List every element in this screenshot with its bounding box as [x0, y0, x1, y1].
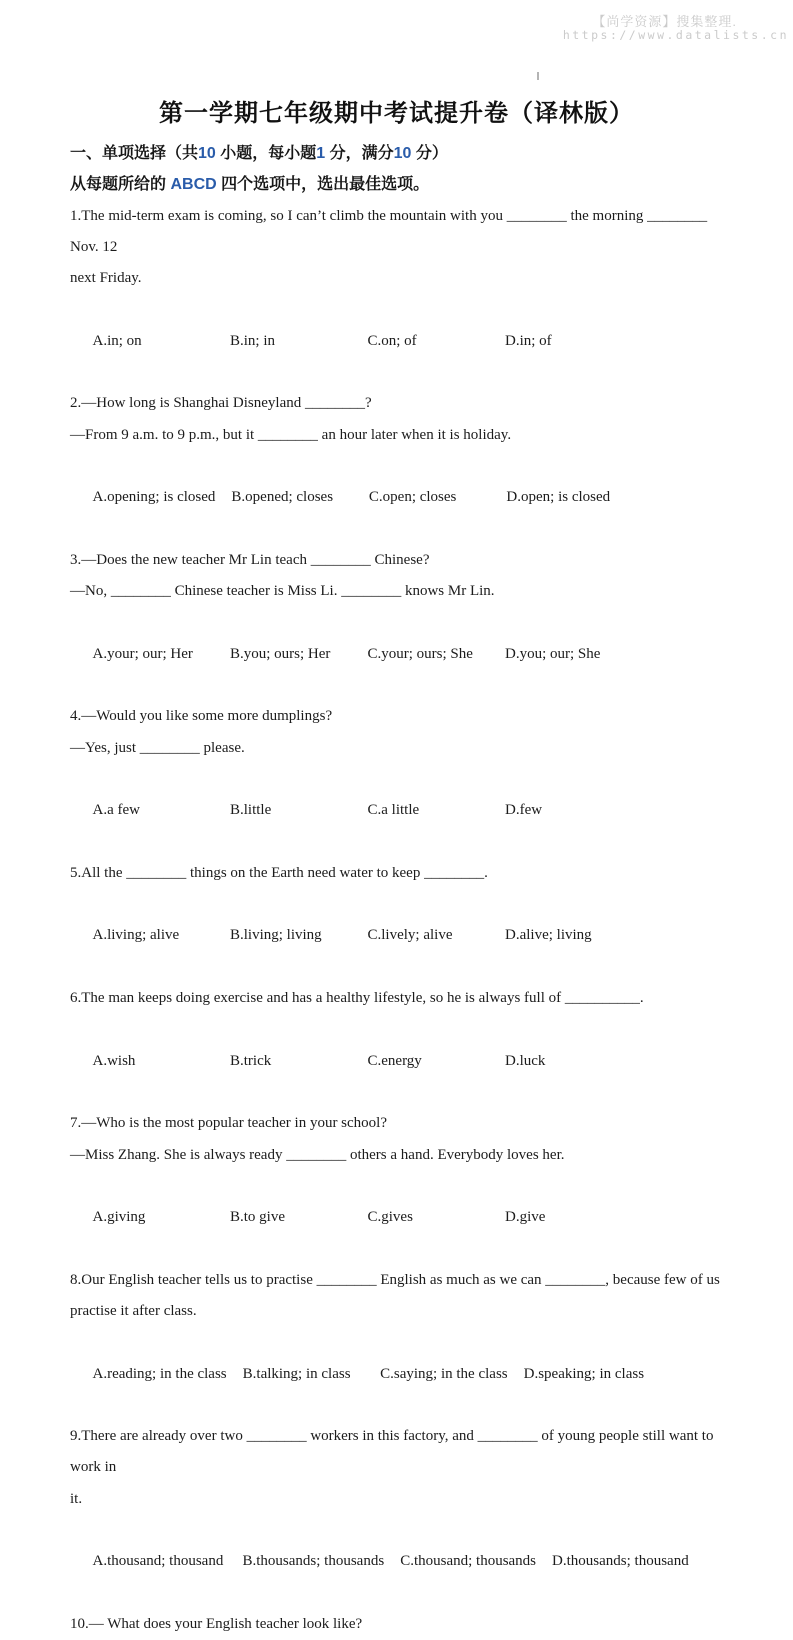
question-9 [70, 1421, 722, 1609]
question-4 [70, 701, 722, 857]
option-d: D.in; of [505, 332, 552, 349]
option-d: D.give [505, 1209, 546, 1226]
option-a: A.your; our; Her [92, 645, 193, 662]
stray-scan-mark [537, 72, 539, 80]
question-3-options [70, 607, 722, 701]
heading-count: 10 [198, 145, 216, 162]
question-8-options [70, 1327, 722, 1421]
question-9-line-1: 9.There are already over two ________ workers in this factory, and ________ of young people still want to work in [70, 1428, 718, 1476]
option-d: D.luck [505, 1052, 546, 1069]
heading-total-points: 10 [393, 145, 412, 162]
option-c: C.saying; in the class [380, 1365, 508, 1382]
watermark-url-text: https://www.datalists.cn [562, 28, 789, 42]
question-3 [70, 545, 722, 701]
question-7 [70, 1108, 722, 1264]
option-d: D.alive; living [505, 927, 592, 944]
question-4-options [70, 764, 722, 858]
option-c: C.energy [367, 1052, 422, 1069]
option-c: C.on; of [367, 332, 417, 349]
heading-points-each: 1 [316, 145, 326, 162]
option-c: C.open; closes [368, 489, 457, 506]
question-10 [70, 1609, 722, 1640]
question-3-line-1: 3.—Does the new teacher Mr Lin teach ________ Chinese? [70, 551, 430, 568]
option-a: A.opening; is closed [92, 489, 216, 506]
option-b: B.trick [230, 1052, 272, 1069]
question-10-line-1: 10.— What does your English teacher look like? [70, 1615, 363, 1632]
question-7-line-2: —Miss Zhang. She is always ready ________ others a hand. Everybody loves her. [70, 1146, 565, 1163]
question-5 [70, 858, 722, 983]
question-1-options [70, 294, 722, 388]
option-a: A.living; alive [92, 927, 180, 944]
question-7-line-1: 7.—Who is the most popular teacher in your school? [70, 1115, 388, 1132]
section-instruction: 从每题所给的 ABCD 四个选项中，选出最佳选项。 [70, 176, 430, 194]
option-a: A.reading; in the class [92, 1365, 227, 1382]
question-4-line-1: 4.—Would you like some more dumplings? [70, 708, 333, 725]
question-5-line-1: 5.All the ________ things on the Earth need water to keep ________. [70, 864, 488, 881]
question-6-options [70, 1014, 722, 1108]
question-5-options [70, 889, 722, 983]
question-9-line-2: it. [70, 1490, 83, 1507]
option-c: C.your; ours; She [367, 645, 473, 662]
option-c: C.thousand; thousands [400, 1553, 537, 1570]
option-b: B.thousands; thousands [242, 1553, 385, 1570]
question-8 [70, 1265, 722, 1421]
question-3-line-2: —No, ________ Chinese teacher is Miss Li. ________ knows Mr Lin. [70, 583, 495, 600]
question-6-line-1: 6.The man keeps doing exercise and has a healthy lifestyle, so he is always full of __________. [70, 990, 644, 1007]
option-d: D.you; our; She [505, 645, 601, 662]
question-9-options [70, 1515, 722, 1609]
question-7-options [70, 1171, 722, 1265]
option-b: B.you; ours; Her [230, 645, 331, 662]
option-c: C.gives [367, 1209, 413, 1226]
option-b: B.in; in [230, 332, 276, 349]
option-a: A.thousand; thousand [92, 1553, 224, 1570]
option-c: C.lively; alive [367, 927, 453, 944]
option-b: B.talking; in class [242, 1365, 351, 1382]
option-a: A.in; on [92, 332, 142, 349]
question-2 [70, 388, 722, 544]
option-c: C.a little [367, 802, 420, 819]
question-2-options [70, 451, 722, 545]
option-a: A.a few [92, 802, 140, 819]
question-8-line-1: 8.Our English teacher tells us to practise ________ English as much as we can ________, because few of us [70, 1271, 720, 1288]
question-2-line-1: 2.—How long is Shanghai Disneyland ________? [70, 395, 372, 412]
option-b: B.opened; closes [231, 489, 334, 506]
option-b: B.to give [230, 1209, 285, 1226]
watermark-source-text: 【尚学资源】搜集整理. [592, 14, 737, 29]
option-a: A.giving [92, 1209, 146, 1226]
exam-body [70, 138, 722, 1640]
instruction-abcd: ABCD [170, 176, 217, 194]
question-1-line-1: 1.The mid-term exam is coming, so I can’t climb the mountain with you ________ the morning ________ Nov. 12 [70, 207, 711, 255]
question-2-line-2: —From 9 a.m. to 9 p.m., but it ________ an hour later when it is holiday. [70, 426, 512, 443]
heading-text: 一、单项选择（共 [70, 145, 199, 162]
section-heading: 一、单项选择（共10 小题，每小题1 分，满分10 分） [70, 145, 448, 162]
option-d: D.open; is closed [506, 489, 611, 506]
option-b: B.living; living [230, 927, 322, 944]
question-1-line-2: next Friday. [70, 270, 142, 287]
option-d: D.few [505, 802, 543, 819]
option-d: D.thousands; thousand [552, 1553, 689, 1570]
exam-title: 第一学期七年级期中考试提升卷（译林版） [159, 100, 634, 127]
option-b: B.little [230, 802, 272, 819]
question-8-line-2: practise it after class. [70, 1302, 197, 1319]
question-1 [70, 201, 722, 389]
option-a: A.wish [92, 1052, 136, 1069]
option-d: D.speaking; in class [523, 1365, 645, 1382]
question-6 [70, 983, 722, 1108]
question-4-line-2: —Yes, just ________ please. [70, 739, 245, 756]
